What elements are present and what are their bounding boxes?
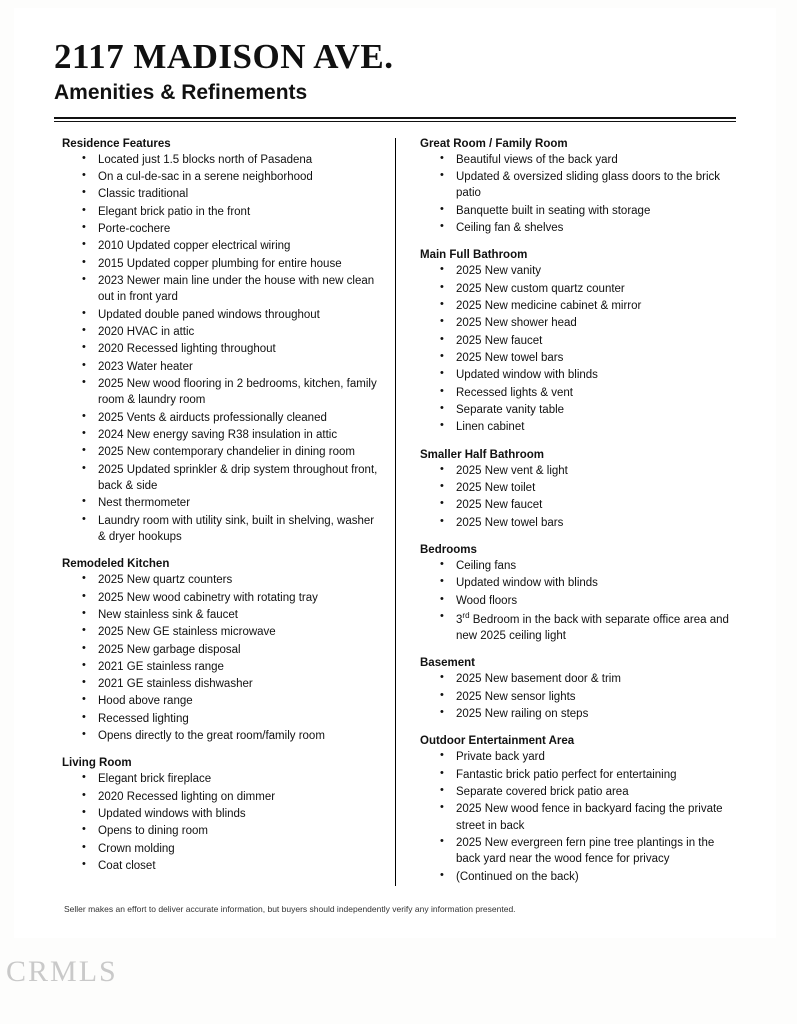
list-item: • Opens to dining room (82, 823, 381, 839)
section-heading: Residence Features (62, 137, 171, 150)
list-item: • 2025 New towel bars (440, 515, 740, 531)
list-item: • 2025 Vents & airducts professionally cleaned (82, 410, 381, 426)
list-item: • Recessed lights & vent (440, 385, 740, 401)
section (420, 657, 740, 722)
section (420, 449, 740, 531)
list-item: • 2020 HVAC in attic (82, 324, 381, 340)
header-divider (54, 117, 736, 122)
list-item: • Beautiful views of the back yard (440, 152, 740, 168)
list-item: • Crown molding (82, 841, 381, 857)
right-column (395, 138, 754, 886)
section-heading: Outdoor Entertainment Area (420, 735, 575, 748)
list-item: • On a cul-de-sac in a serene neighborhood (82, 169, 381, 185)
list-item: • Nest thermometer (82, 495, 381, 511)
list-item: • 2025 New wood cabinetry with rotating tray (82, 590, 381, 606)
watermark-logo: CRMLS (6, 955, 118, 988)
feature-list (62, 771, 381, 874)
list-item: • New stainless sink & faucet (82, 607, 381, 623)
list-item: • 2025 New railing on steps (440, 706, 740, 722)
list-item: • Fantastic brick patio perfect for entertaining (440, 767, 740, 783)
section-heading: Living Room (62, 757, 132, 770)
page-title: 2117 MADISON AVE. (54, 37, 394, 76)
list-item: • 2025 Updated sprinkler & drip system throughout front, back & side (82, 462, 381, 495)
list-item: • 2024 New energy saving R38 insulation in attic (82, 427, 381, 443)
list-item: • 2025 New towel bars (440, 350, 740, 366)
list-item: • Hood above range (82, 693, 381, 709)
list-item: • Updated windows with blinds (82, 806, 381, 822)
section-heading: Great Room / Family Room (420, 137, 568, 150)
list-item: • 2025 New toilet (440, 480, 740, 496)
list-item: • 2025 New wood flooring in 2 bedrooms, kitchen, family room & laundry room (82, 376, 381, 409)
list-item: • 2025 New faucet (440, 497, 740, 513)
section (62, 757, 381, 874)
list-item: • 2025 New GE stainless microwave (82, 624, 381, 640)
list-item: • 3rd Bedroom in the back with separate office area and new 2025 ceiling light (440, 610, 740, 644)
list-item: • Private back yard (440, 749, 740, 765)
list-item: • 2025 New custom quartz counter (440, 281, 740, 297)
list-item: • 2025 New vanity (440, 263, 740, 279)
list-item: • Wood floors (440, 593, 740, 609)
section (420, 544, 740, 644)
list-item: • Classic traditional (82, 186, 381, 202)
section (62, 138, 381, 546)
list-item: • Laundry room with utility sink, built in shelving, washer & dryer hookups (82, 513, 381, 546)
list-item: • (Continued on the back) (440, 869, 740, 885)
list-item: • Updated & oversized sliding glass doors to the brick patio (440, 169, 740, 202)
list-item: • 2025 New wood fence in backyard facing the private street in back (440, 801, 740, 834)
list-item: • Elegant brick fireplace (82, 771, 381, 787)
feature-list (420, 463, 740, 531)
list-item: • 2021 GE stainless range (82, 659, 381, 675)
list-item: • 2025 New sensor lights (440, 689, 740, 705)
list-item: • Elegant brick patio in the front (82, 204, 381, 220)
section (62, 558, 381, 744)
list-item: • 2025 New basement door & trim (440, 671, 740, 687)
list-item: • Separate vanity table (440, 402, 740, 418)
list-item: • 2021 GE stainless dishwasher (82, 676, 381, 692)
list-item: • Opens directly to the great room/family room (82, 728, 381, 744)
list-item: • Linen cabinet (440, 419, 740, 435)
list-item: • 2025 New vent & light (440, 463, 740, 479)
list-item: • 2020 Recessed lighting on dimmer (82, 789, 381, 805)
list-item: • 2025 New garbage disposal (82, 642, 381, 658)
document-header (14, 8, 776, 105)
list-item: • Porte-cochere (82, 221, 381, 237)
list-item: • 2025 New contemporary chandelier in dining room (82, 444, 381, 460)
list-item: • Separate covered brick patio area (440, 784, 740, 800)
section-heading: Remodeled Kitchen (62, 558, 170, 571)
list-item: • 2025 New shower head (440, 315, 740, 331)
section-heading: Main Full Bathroom (420, 249, 528, 262)
list-item: • Updated double paned windows throughout (82, 307, 381, 323)
list-item: • 2025 New faucet (440, 333, 740, 349)
section-heading: Basement (420, 657, 475, 670)
list-item: • 2025 New quartz counters (82, 572, 381, 588)
list-item: • 2015 Updated copper plumbing for entire house (82, 256, 381, 272)
feature-list (62, 152, 381, 546)
section (420, 249, 740, 435)
feature-list (420, 263, 740, 435)
section (420, 138, 740, 237)
list-item: • 2023 Newer main line under the house with new clean out in front yard (82, 273, 381, 306)
list-item: • 2010 Updated copper electrical wiring (82, 238, 381, 254)
feature-list (420, 671, 740, 722)
disclaimer-text: Seller makes an effort to deliver accurate information, but buyers should independently verify any information presented. (64, 904, 516, 914)
list-item: • 2020 Recessed lighting throughout (82, 341, 381, 357)
section (420, 735, 740, 885)
feature-list (420, 749, 740, 885)
list-item: • Recessed lighting (82, 711, 381, 727)
section-heading: Bedrooms (420, 543, 477, 556)
feature-list (62, 572, 381, 744)
content-columns (36, 138, 754, 886)
section-heading: Smaller Half Bathroom (420, 448, 544, 461)
list-item: • Located just 1.5 blocks north of Pasadena (82, 152, 381, 168)
list-item: • Ceiling fan & shelves (440, 220, 740, 236)
list-item: • Updated window with blinds (440, 575, 740, 591)
list-item: • 2025 New medicine cabinet & mirror (440, 298, 740, 314)
list-item: • Ceiling fans (440, 558, 740, 574)
feature-list (420, 152, 740, 237)
list-item: • 2023 Water heater (82, 359, 381, 375)
list-item: • Coat closet (82, 858, 381, 874)
list-item: • 2025 New evergreen fern pine tree plantings in the back yard near the wood fence for privacy (440, 835, 740, 868)
left-column (36, 138, 395, 886)
document-sheet (14, 8, 776, 938)
feature-list (420, 558, 740, 644)
list-item: • Updated window with blinds (440, 367, 740, 383)
page-subtitle: Amenities & Refinements (54, 80, 308, 104)
list-item: • Banquette built in seating with storage (440, 203, 740, 219)
